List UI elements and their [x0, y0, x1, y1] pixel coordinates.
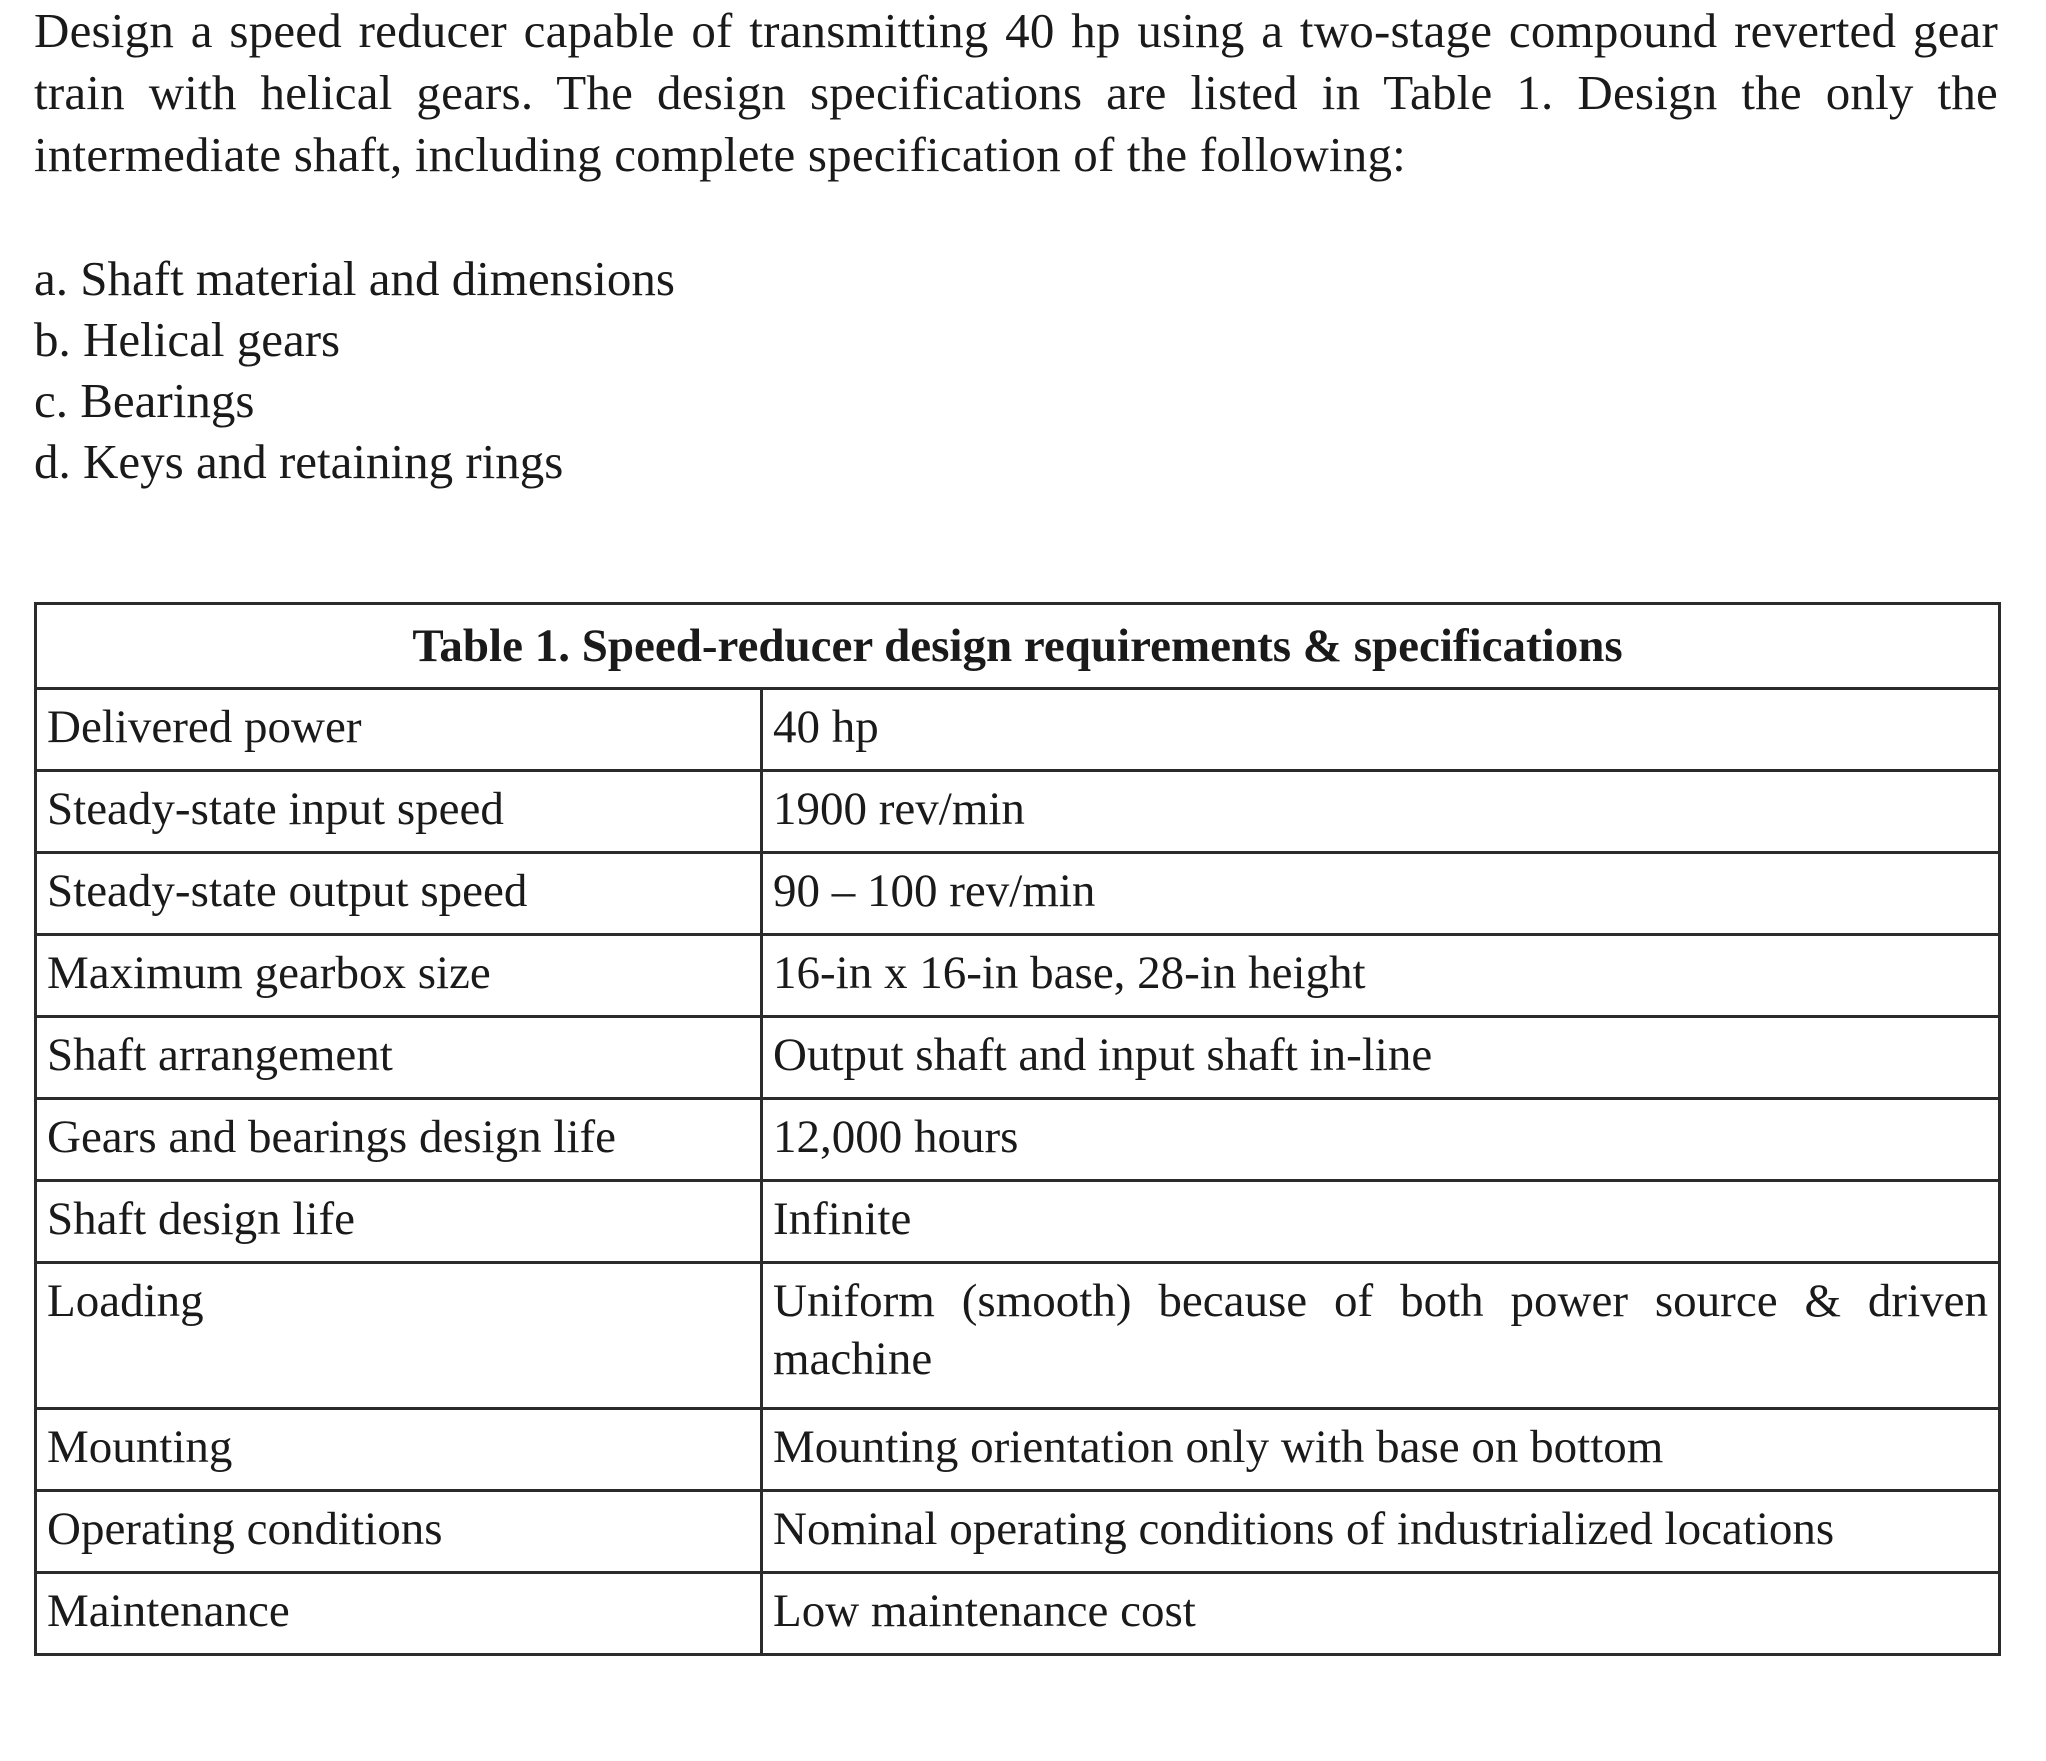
list-item: a. Shaft material and dimensions [34, 251, 675, 306]
spec-label: Maximum gearbox size [36, 935, 762, 1017]
spec-value: Uniform (smooth) because of both power source & driven machine [762, 1263, 2000, 1409]
spec-value: Output shaft and input shaft in-line [762, 1017, 2000, 1099]
spec-value: 40 hp [762, 689, 2000, 771]
list-item: b. Helical gears [34, 312, 341, 367]
list-item: c. Bearings [34, 373, 255, 428]
spec-label: Shaft arrangement [36, 1017, 762, 1099]
spec-value: 12,000 hours [762, 1099, 2000, 1181]
table-row [36, 1573, 2000, 1655]
specifications-table [34, 602, 2001, 1656]
table-row [36, 1017, 2000, 1099]
spec-label: Operating conditions [36, 1491, 762, 1573]
table-row [36, 1409, 2000, 1491]
spec-label: Maintenance [36, 1573, 762, 1655]
spec-value: 1900 rev/min [762, 771, 2000, 853]
table-row [36, 771, 2000, 853]
document-page [34, 0, 1998, 1637]
table-row [36, 935, 2000, 1017]
spec-value: 16-in x 16-in base, 28-in height [762, 935, 2000, 1017]
table-caption-row [36, 604, 2000, 689]
table-caption: Table 1. Speed-reducer design requirements & specifications [36, 604, 2000, 689]
table-row [36, 1491, 2000, 1573]
table-row [36, 1099, 2000, 1181]
spec-value: 90 – 100 rev/min [762, 853, 2000, 935]
table-row [36, 1263, 2000, 1409]
spec-label: Loading [36, 1263, 762, 1409]
list-item: d. Keys and retaining rings [34, 434, 564, 489]
table-row [36, 853, 2000, 935]
spec-value: Low maintenance cost [762, 1573, 2000, 1655]
spec-label: Delivered power [36, 689, 762, 771]
spec-value: Infinite [762, 1181, 2000, 1263]
table-row [36, 689, 2000, 771]
spec-label: Gears and bearings design life [36, 1099, 762, 1181]
spec-value: Mounting orientation only with base on bottom [762, 1409, 2000, 1491]
intro-paragraph: Design a speed reducer capable of transmitting 40 hp using a two-stage compound reverted gear train with helical gears. The design specifications are listed in Table 1. Design the only the intermediate shaft, including complete specification of the following: [34, 3, 1998, 182]
table-row [36, 1181, 2000, 1263]
spec-label: Mounting [36, 1409, 762, 1491]
spec-label: Shaft design life [36, 1181, 762, 1263]
deliverables-list [34, 248, 1998, 492]
spec-value: Nominal operating conditions of industrialized locations [762, 1491, 2000, 1573]
spec-label: Steady-state input speed [36, 771, 762, 853]
spec-label: Steady-state output speed [36, 853, 762, 935]
